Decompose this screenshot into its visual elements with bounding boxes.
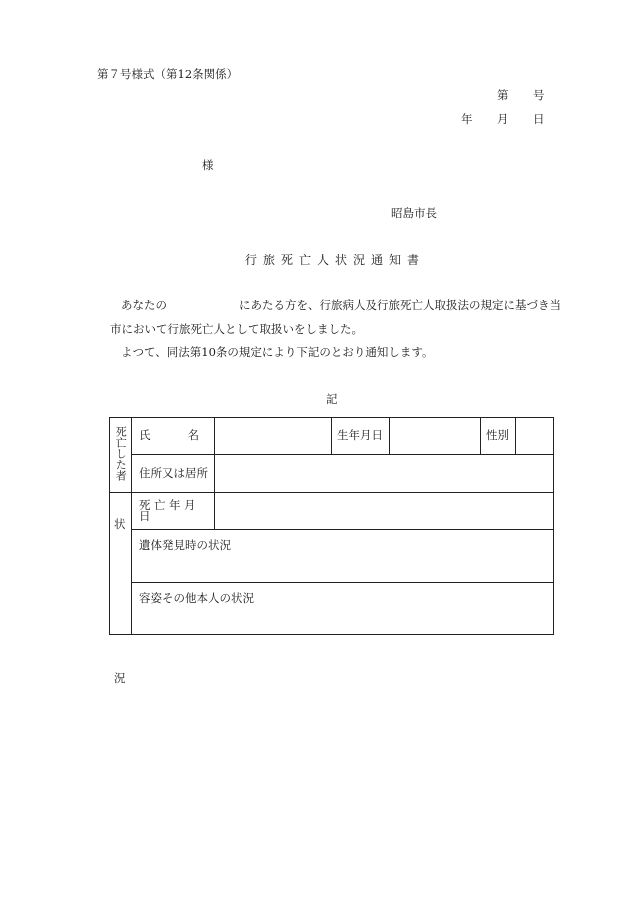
body-line-1b: にあたる方を、行旅病人及行旅死亡人取扱法の規定に基づき当 [239, 298, 561, 312]
sender-name: 昭島市長 [391, 206, 437, 220]
discovery-circumstances[interactable] [132, 530, 554, 583]
death-date-label: 死亡年月日 [132, 493, 215, 530]
date-day: 日 [533, 112, 545, 126]
date-year: 年 [461, 112, 473, 126]
date-month: 月 [497, 112, 509, 126]
ki-heading: 記 [326, 392, 338, 406]
discovery-label: 遺体発見時の状況 [139, 538, 231, 552]
body-line-2: 市において行旅死亡人として取扱いをしました。 [110, 322, 363, 336]
appearance-details[interactable] [132, 583, 554, 635]
body-line-3: よつて、同法第10条の規定により下記のとおり通知します。 [121, 345, 434, 359]
name-label: 氏 名 [132, 418, 215, 455]
death-date-value[interactable] [215, 493, 554, 530]
form-number: 第７号様式（第12条関係） [97, 67, 239, 81]
body-line-1a: あなたの [121, 298, 167, 312]
birth-date-label: 生年月日 [332, 418, 390, 455]
deceased-section-label: 死亡した者 [110, 418, 132, 493]
name-value[interactable] [215, 418, 332, 455]
birth-date-value[interactable] [390, 418, 481, 455]
deceased-info-table [109, 417, 554, 685]
appearance-label: 容姿その他本人の状況 [139, 591, 254, 605]
document-title: 行旅死亡人状況通知書 [245, 253, 426, 267]
address-label: 住所又は居所 [132, 455, 215, 493]
status-section-label: 状 況 [110, 493, 132, 635]
document-number-suffix: 号 [533, 88, 545, 102]
gender-label: 性別 [481, 418, 516, 455]
address-value[interactable] [215, 455, 554, 493]
addressee-suffix: 様 [202, 158, 214, 172]
gender-value[interactable] [516, 418, 554, 455]
document-number-prefix: 第 [497, 88, 509, 102]
